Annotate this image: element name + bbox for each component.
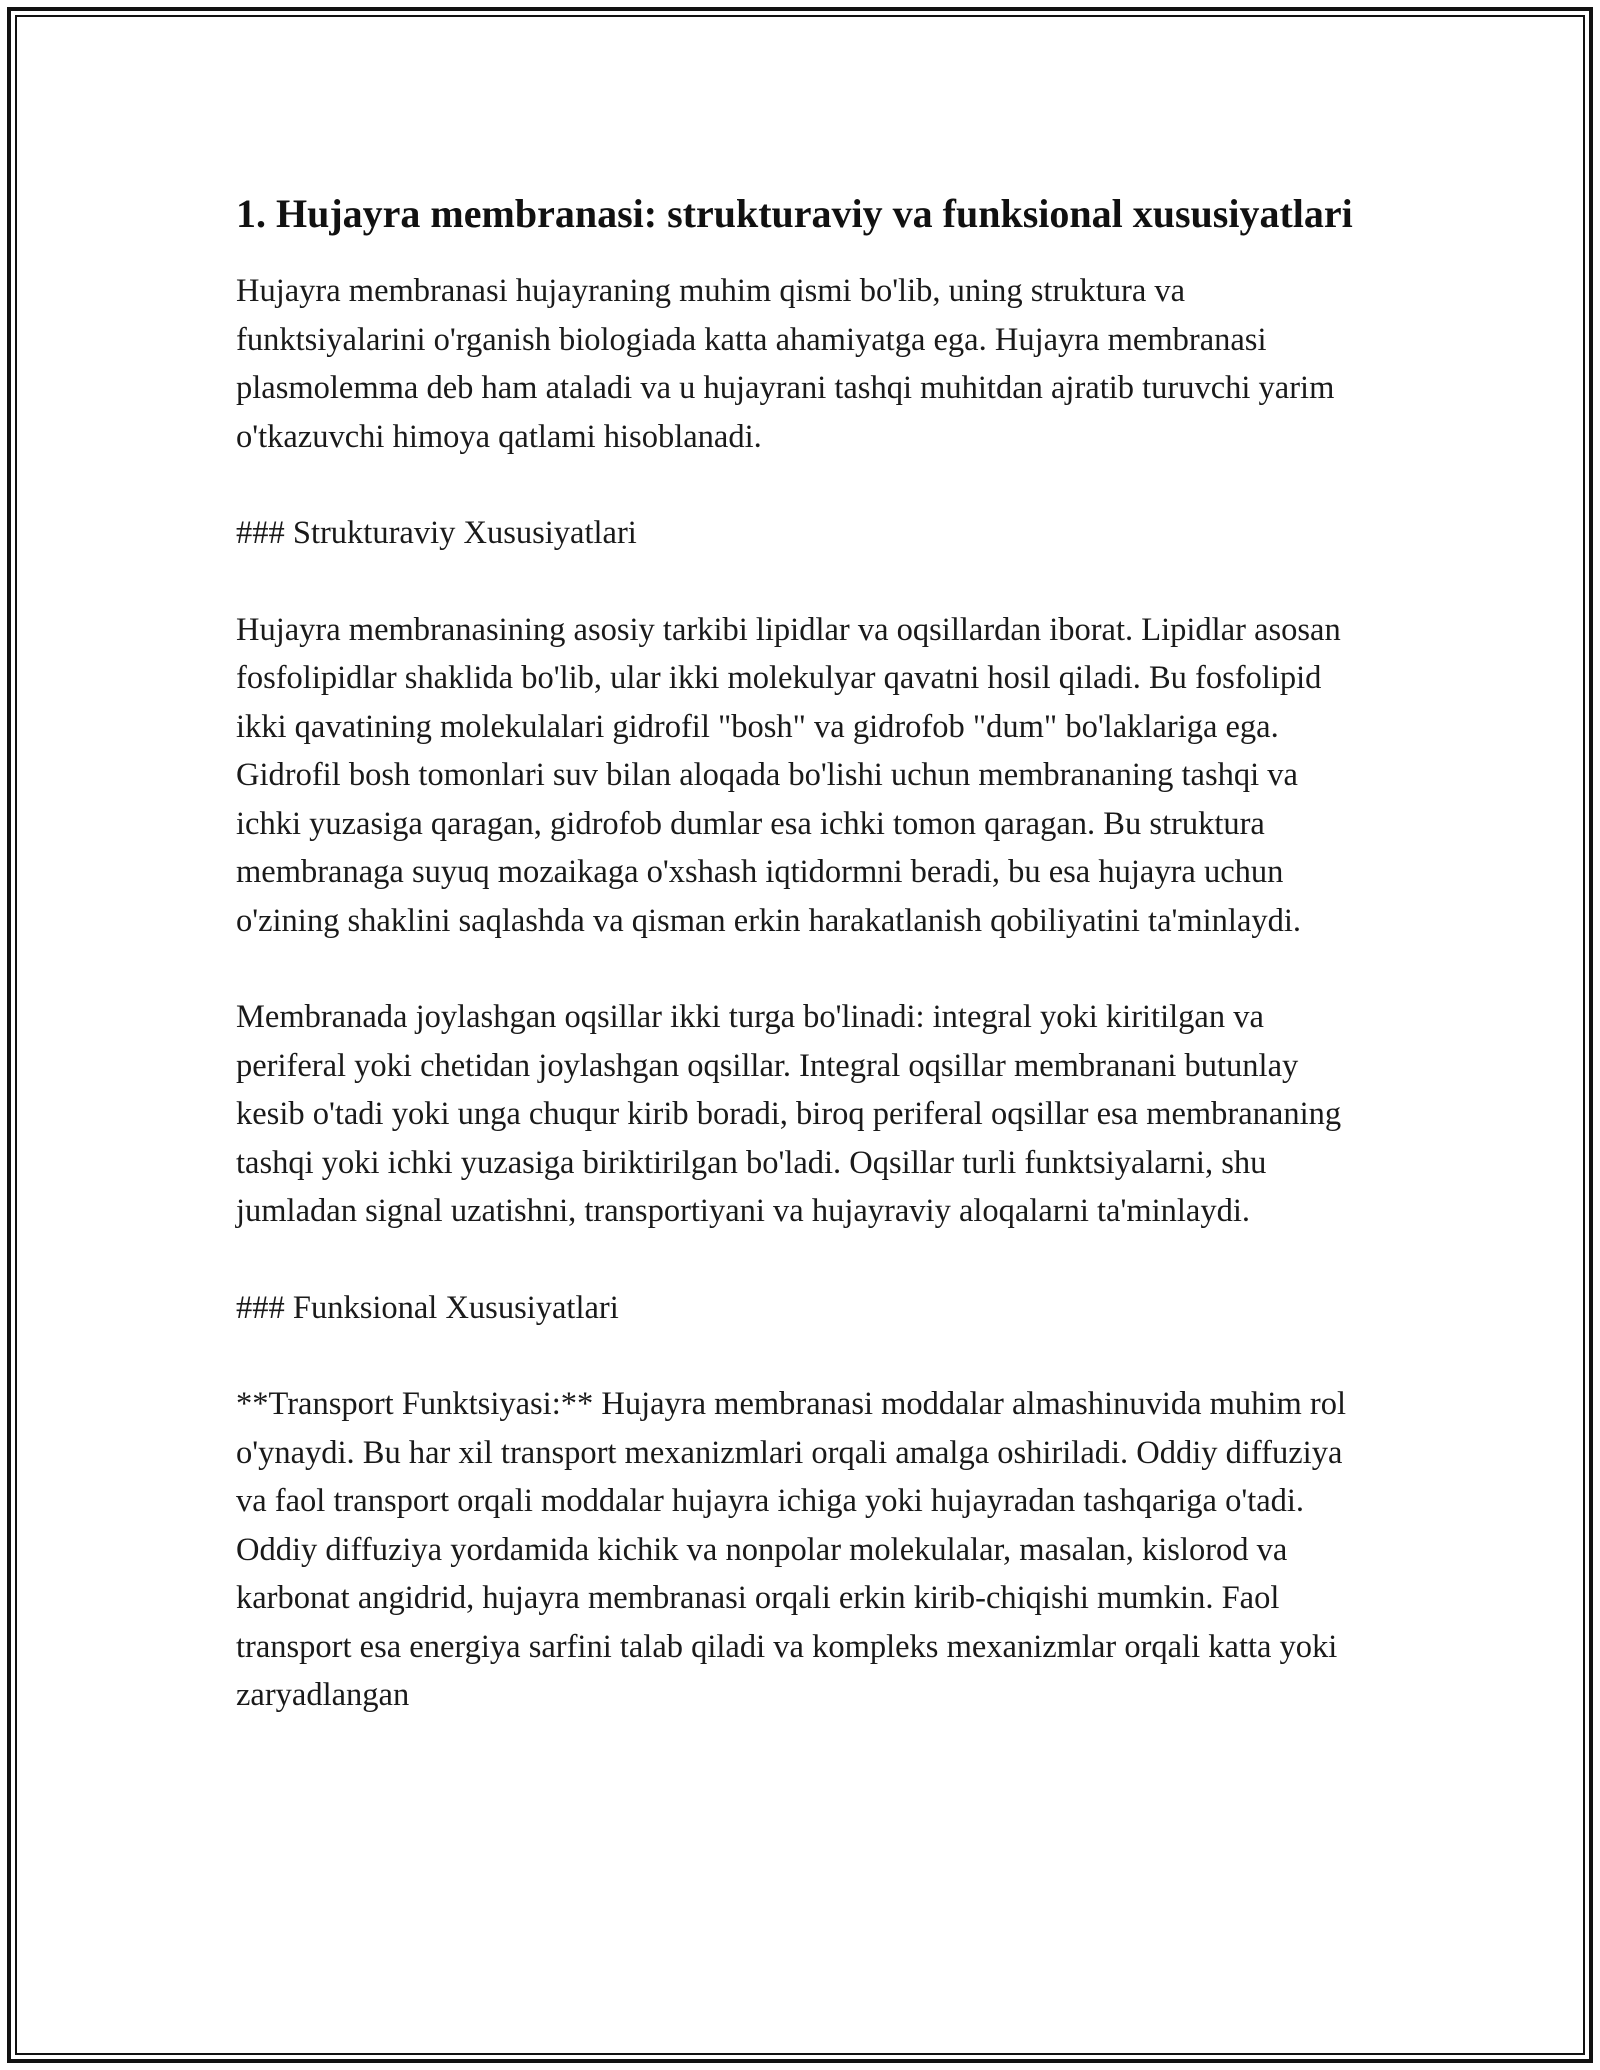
transport-paragraph: **Transport Funktsiyasi:** Hujayra membranasi moddalar almashinuvida muhim rol o'ynaydi. Bu har xil transport mexanizmlari orqali amalga oshiriladi. Oddiy diffuziya va faol transport orqali moddalar hujayra ichiga yoki hujayradan tashqariga o'tadi. Oddiy diffuziya yordamida kichik va nonpolar molekulalar, masalan, kislorod va karbonat angidrid, hujayra membranasi orqali erkin kirib-chiqishi mumkin. Faol transport esa energiya sarfini talab qiladi va kompleks mexanizmlar orqali katta yoki zaryadlangan (236, 1386, 1346, 1713)
intro-paragraph: Hujayra membranasi hujayraning muhim qismi bo'lib, uning struktura va funktsiyalarini o'rganish biologiada katta ahamiyatga ega. Hujayra membranasi plasmolemma deb ham ataladi va u hujayrani tashqi muhitdan ajratib turuvchi yarim o'tkazuvchi himoya qatlami hisoblanadi. (236, 273, 1335, 455)
section-heading-structural: ### Strukturaviy Xususiyatlari (236, 515, 637, 551)
section-heading-functional: ### Funksional Xususiyatlari (236, 1289, 619, 1326)
proteins-paragraph: Membranada joylashgan oqsillar ikki turga bo'linadi: integral yoki kiritilgan va periferal yoki chetidan joylashgan oqsillar. Integral oqsillar membranani butunlay kesib o'tadi yoki unga chuqur kirib boradi, biroq periferal oqsillar esa membrananing tashqi yoki ichki yuzasiga biriktirilgan bo'ladi. Oqsillar turli funktsiyalarni, shu jumladan signal uzatishni, transportiyani va hujayraviy aloqalarni ta'minlaydi. (236, 999, 1342, 1229)
document-title: 1. Hujayra membranasi: strukturaviy va funksional xususiyatlari (236, 191, 1353, 236)
document-page (236, 186, 1364, 1768)
lipids-paragraph: Hujayra membranasining asosiy tarkibi lipidlar va oqsillardan iborat. Lipidlar asosan fosfolipidlar shaklida bo'lib, ular ikki molekulyar qavatni hosil qiladi. Bu fosfolipid ikki qavatining molekulalari gidrofil "bosh" va gidrofob "dum" bo'laklariga ega. Gidrofil bosh tomonlari suv bilan aloqada bo'lishi uchun membrananing tashqi va ichki yuzasiga qaragan, gidrofob dumlar esa ichki tomon qaragan. Bu struktura membranaga suyuq mozaikaga o'xshash iqtidormni beradi, bu esa hujayra uchun o'zining shaklini saqlashda va qisman erkin harakatlanish qobiliyatini ta'minlaydi. (236, 611, 1341, 939)
